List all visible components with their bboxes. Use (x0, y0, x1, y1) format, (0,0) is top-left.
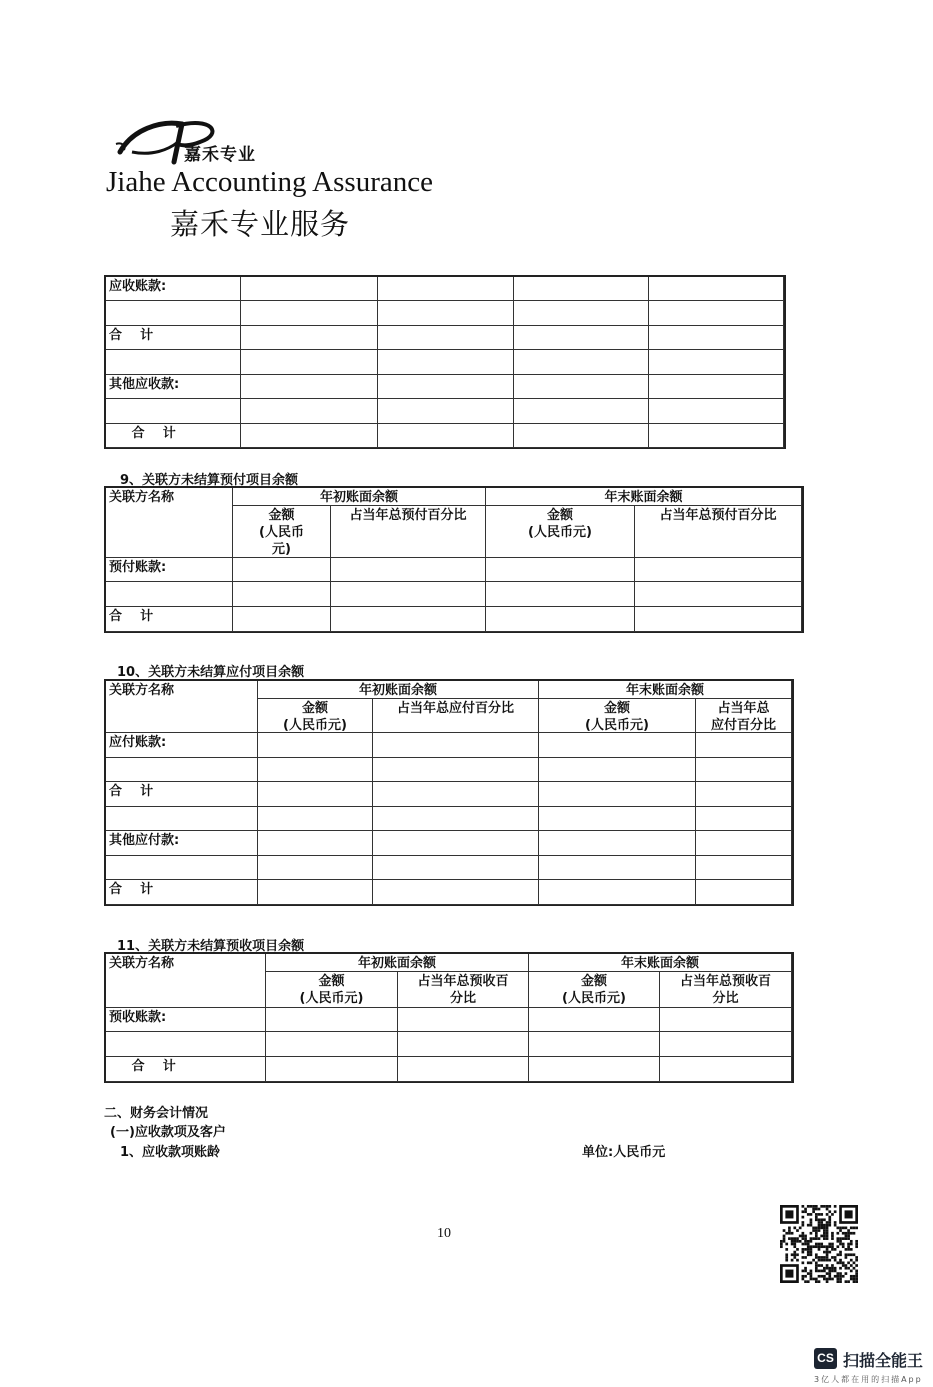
table-cell (514, 375, 649, 399)
header-closing-balance: 年末账面余额 (539, 681, 792, 699)
table-cell (373, 880, 539, 905)
table-cell (258, 856, 373, 880)
table-cell (486, 607, 635, 632)
company-english-name: Jiahe Accounting Assurance (106, 166, 433, 198)
table-cell (539, 758, 696, 782)
table-cell (514, 350, 649, 375)
camscanner-app-name: 扫描全能王 (843, 1351, 924, 1370)
table-cell (649, 326, 784, 350)
header-closing-amount: 金额 (人民币元) (529, 972, 660, 1008)
table-cell (649, 399, 784, 424)
table-cell (696, 880, 792, 905)
table-cell (241, 326, 378, 350)
payables-table (104, 679, 794, 906)
table-cell (539, 856, 696, 880)
header-opening-balance: 年初账面余额 (233, 488, 486, 506)
table-cell (331, 607, 486, 632)
table-cell (635, 558, 802, 582)
table-cell (539, 880, 696, 905)
table-cell (486, 582, 635, 607)
table-cell (378, 399, 514, 424)
payables-table-title: 10、关联方未结算应付项目余额 (117, 665, 305, 680)
table-cell (106, 582, 233, 607)
table-cell (398, 1008, 529, 1032)
table-cell: 其他应付款: (106, 831, 258, 856)
table-cell (106, 301, 241, 326)
table-cell (649, 301, 784, 326)
header-opening-percentage: 占当年总预付百分比 (331, 506, 486, 558)
table-cell: 合 计 (106, 782, 258, 807)
table-cell (635, 607, 802, 632)
table-cell (378, 424, 514, 448)
table-cell (539, 733, 696, 758)
header-party-name: 关联方名称 (106, 681, 258, 733)
table-cell (649, 375, 784, 399)
table-cell (241, 375, 378, 399)
table-cell (696, 856, 792, 880)
table-cell: 合 计 (106, 326, 241, 350)
table-cell: 合 计 (106, 607, 233, 632)
table-cell (649, 424, 784, 448)
table-cell (378, 350, 514, 375)
table-cell (258, 807, 373, 831)
table-cell (106, 350, 241, 375)
table-cell (331, 558, 486, 582)
table-cell (378, 375, 514, 399)
table-cell (106, 856, 258, 880)
table-cell (373, 758, 539, 782)
table-cell (258, 831, 373, 856)
prepayments-table (104, 486, 804, 633)
table-cell (233, 558, 331, 582)
table-cell (373, 782, 539, 807)
section-subheading-receivables: (一)应收款项及客户 (110, 1125, 226, 1140)
table-cell (486, 558, 635, 582)
table-cell (696, 758, 792, 782)
header-party-name: 关联方名称 (106, 488, 233, 558)
table-cell (529, 1057, 660, 1082)
table-cell: 应付账款: (106, 733, 258, 758)
header-opening-percentage: 占当年总应付百分比 (373, 699, 539, 733)
prepayments-table-title: 9、关联方未结算预付项目余额 (120, 473, 299, 488)
camscanner-slogan: 3亿人都在用的扫描App (814, 1375, 923, 1384)
table-cell (649, 277, 784, 301)
table-cell (266, 1032, 398, 1057)
advance-receipts-table-title: 11、关联方未结算预收项目余额 (117, 939, 305, 954)
table-cell (514, 424, 649, 448)
table-cell (241, 277, 378, 301)
advance-receipts-table (104, 952, 794, 1083)
header-opening-percentage: 占当年总预收百 分比 (398, 972, 529, 1008)
table-cell (378, 277, 514, 301)
header-closing-balance: 年末账面余额 (529, 954, 792, 972)
header-opening-amount: 金额 (人民币元) (258, 699, 373, 733)
table-cell (514, 399, 649, 424)
header-opening-balance: 年初账面余额 (266, 954, 529, 972)
table-cell (241, 350, 378, 375)
header-closing-amount: 金额 (人民币元) (486, 506, 635, 558)
table-cell (696, 782, 792, 807)
unit-label: 单位:人民币元 (582, 1145, 666, 1160)
table-cell (258, 733, 373, 758)
table-cell (373, 733, 539, 758)
table-cell (378, 301, 514, 326)
logo-small-text: 嘉禾专业 (184, 145, 256, 165)
table-cell (398, 1032, 529, 1057)
table-cell (266, 1057, 398, 1082)
table-cell (378, 326, 514, 350)
table-cell (373, 807, 539, 831)
table-cell (635, 582, 802, 607)
header-closing-percentage: 占当年总预付百分比 (635, 506, 802, 558)
table-cell (696, 807, 792, 831)
table-cell (660, 1057, 792, 1082)
table-cell: 合 计 (106, 1057, 266, 1082)
table-cell (514, 326, 649, 350)
table-cell (539, 807, 696, 831)
table-cell: 其他应收款: (106, 375, 241, 399)
header-party-name: 关联方名称 (106, 954, 266, 1008)
table-cell (106, 807, 258, 831)
table-cell (106, 399, 241, 424)
table-cell (241, 399, 378, 424)
table-cell (331, 582, 486, 607)
table-cell (106, 1032, 266, 1057)
table-cell (649, 350, 784, 375)
section-heading-finance: 二、财务会计情况 (104, 1106, 209, 1121)
table-cell (660, 1032, 792, 1057)
table-cell (696, 831, 792, 856)
table-cell (241, 424, 378, 448)
header-closing-percentage: 占当年总 应付百分比 (696, 699, 792, 733)
table-cell: 合 计 (106, 424, 241, 448)
table-cell (241, 301, 378, 326)
table-cell: 预收账款: (106, 1008, 266, 1032)
qr-code (780, 1205, 858, 1283)
page-number: 10 (437, 1226, 451, 1241)
table-cell (539, 831, 696, 856)
table-cell (373, 856, 539, 880)
table-cell (258, 758, 373, 782)
header-opening-amount: 金额 (人民币元) (266, 972, 398, 1008)
table-cell (233, 582, 331, 607)
header-closing-percentage: 占当年总预收百 分比 (660, 972, 792, 1008)
table-cell (529, 1008, 660, 1032)
table-cell (514, 277, 649, 301)
table-cell: 预付账款: (106, 558, 233, 582)
table-cell (529, 1032, 660, 1057)
company-chinese-name: 嘉禾专业服务 (170, 207, 351, 241)
camscanner-logo-icon: CS (814, 1348, 837, 1369)
header-opening-amount: 金额 (人民币 元) (233, 506, 331, 558)
table-cell (398, 1057, 529, 1082)
header-closing-balance: 年末账面余额 (486, 488, 802, 506)
table-cell (660, 1008, 792, 1032)
table-cell (258, 782, 373, 807)
table-cell (106, 758, 258, 782)
table-cell (696, 733, 792, 758)
table-cell (539, 782, 696, 807)
table-cell (258, 880, 373, 905)
table-cell (233, 607, 331, 632)
table-cell: 合 计 (106, 880, 258, 905)
table-cell (373, 831, 539, 856)
header-opening-balance: 年初账面余额 (258, 681, 539, 699)
header-closing-amount: 金额 (人民币元) (539, 699, 696, 733)
receivables-table (104, 275, 786, 449)
table-cell (266, 1008, 398, 1032)
table-cell: 应收账款: (106, 277, 241, 301)
section-item-aging: 1、应收款项账龄 (120, 1145, 221, 1160)
table-cell (514, 301, 649, 326)
